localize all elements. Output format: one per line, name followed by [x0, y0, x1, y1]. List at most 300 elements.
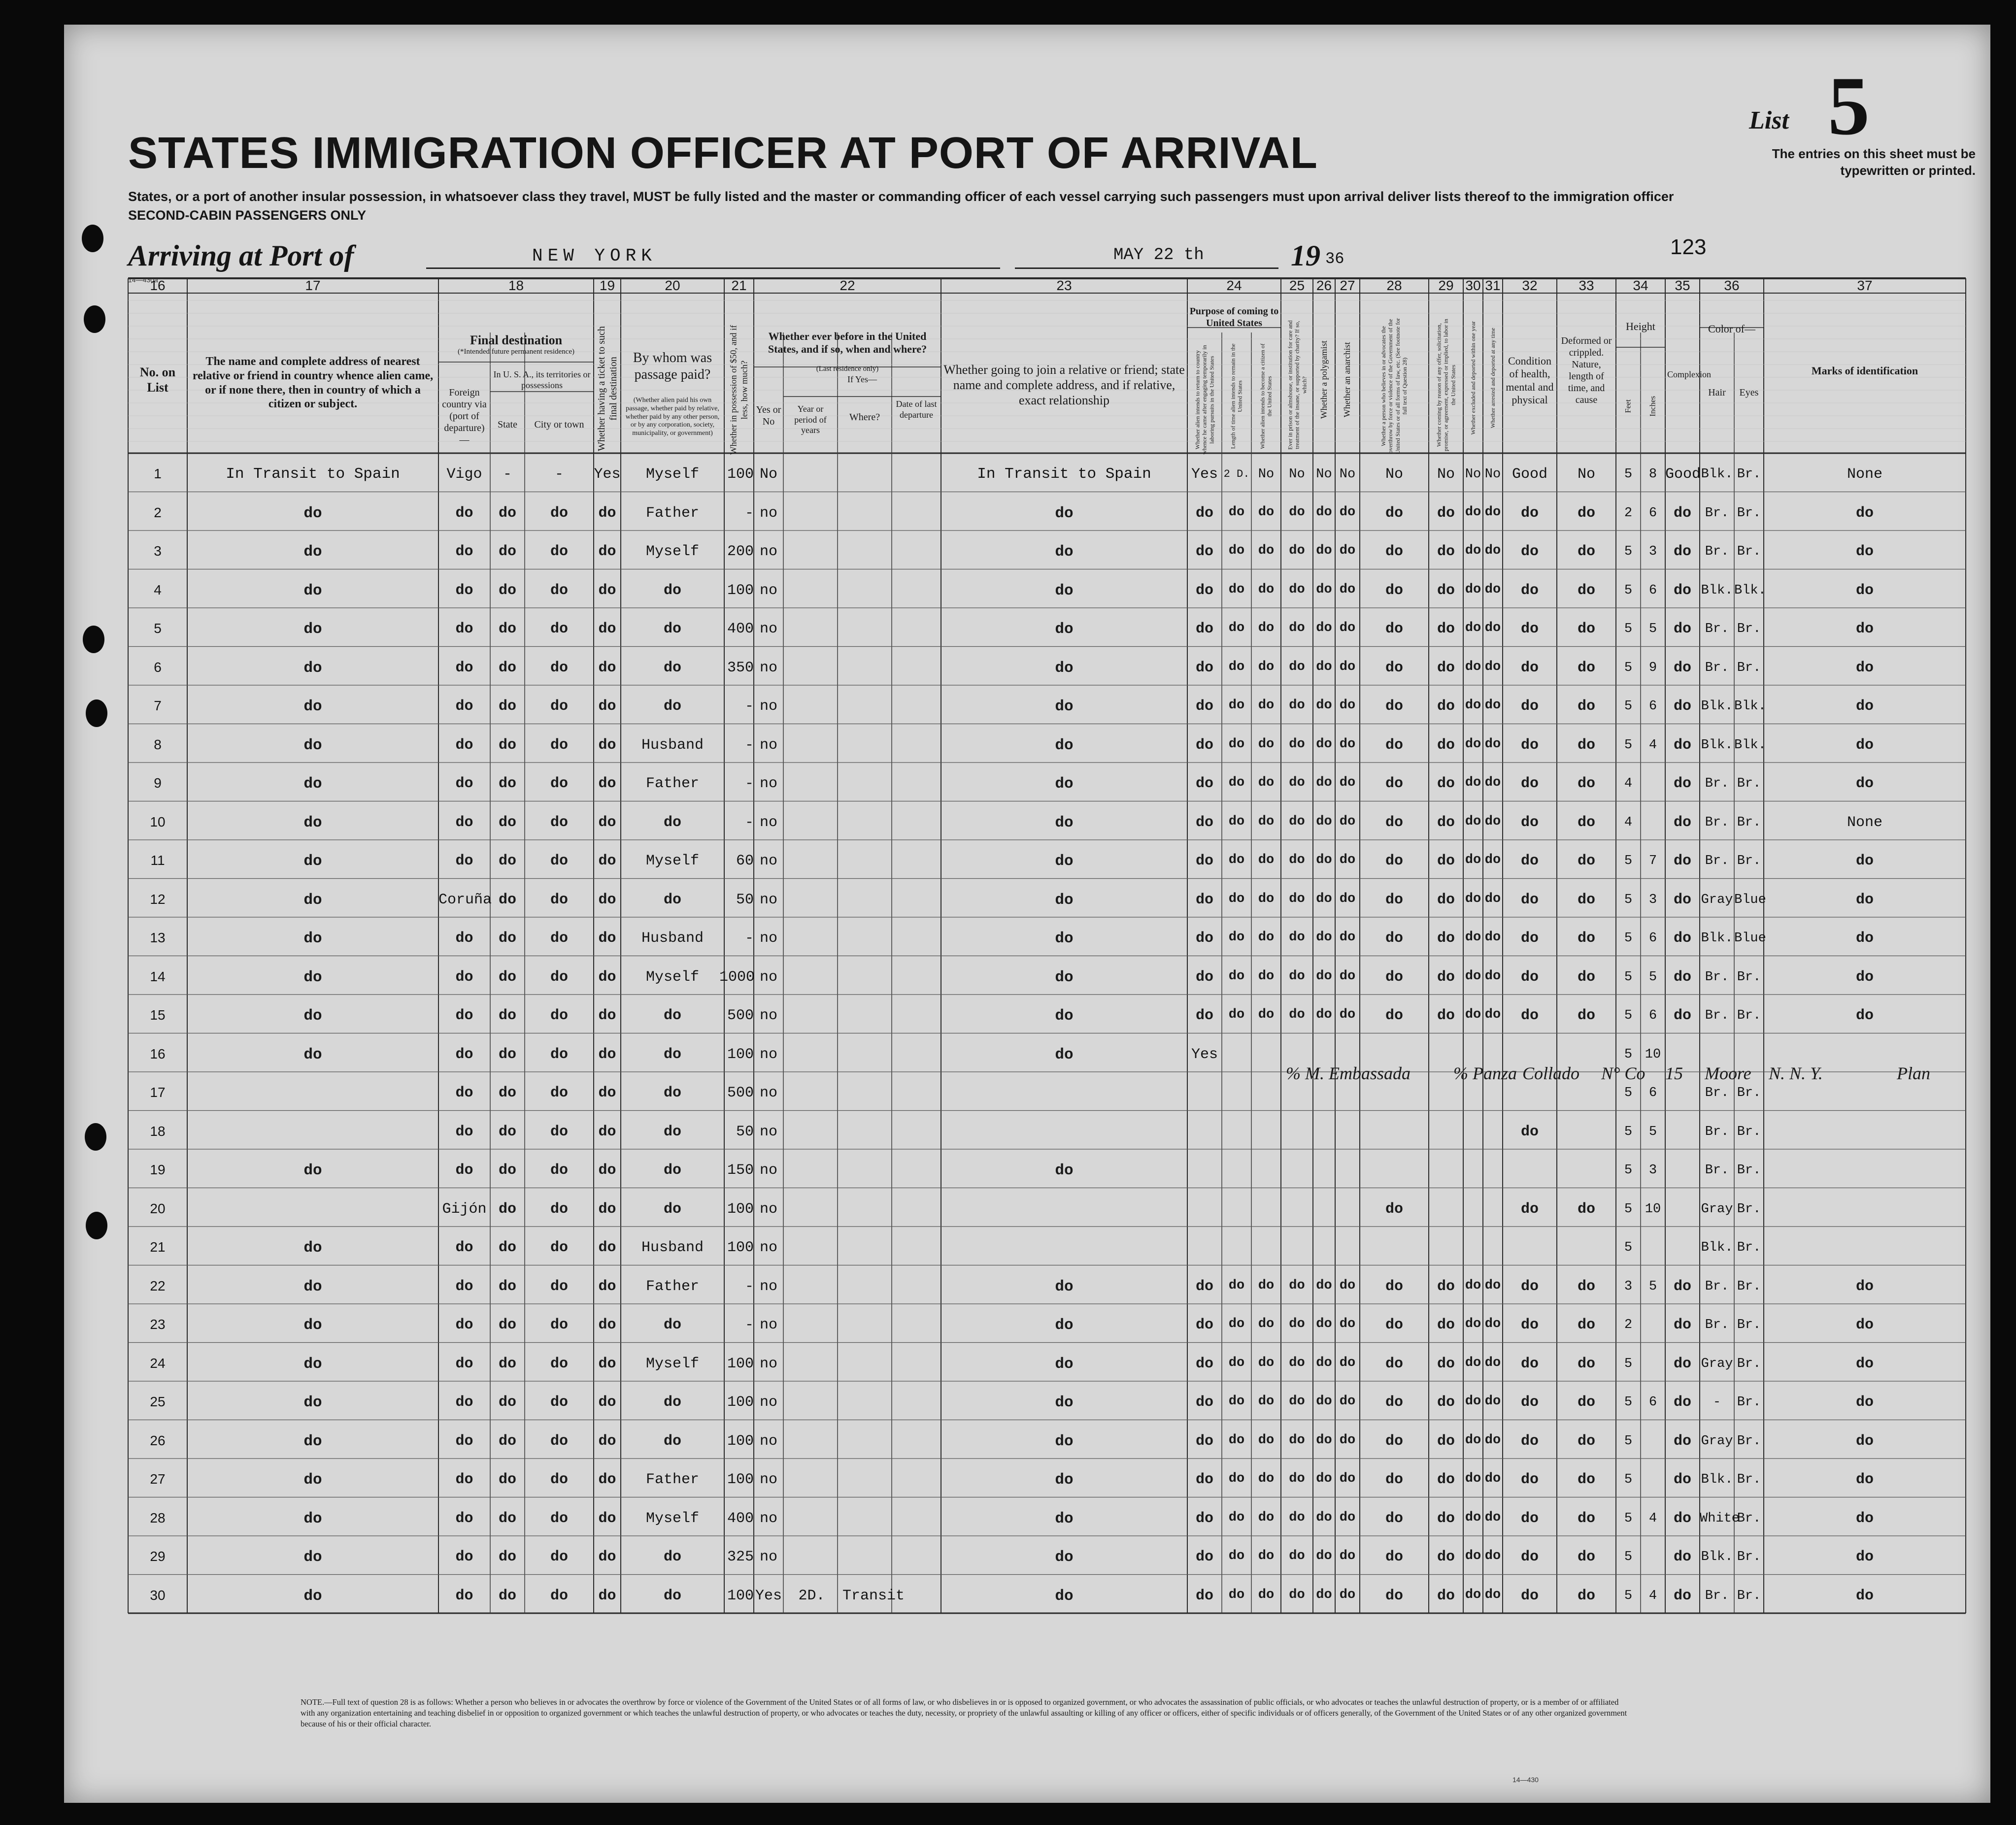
cell-ticket: do	[598, 814, 616, 831]
cell-paid: do	[663, 621, 681, 638]
cell-c26: do	[1316, 1394, 1332, 1409]
cell-c23: do	[1055, 504, 1074, 522]
cell-state: do	[498, 891, 516, 908]
cell-feet: 5	[1624, 1124, 1633, 1139]
cell-money: 400	[727, 1510, 754, 1527]
cell-paid: Husband	[641, 930, 704, 947]
cell-paid: do	[663, 814, 681, 831]
handwritten-note: N° Co	[1601, 1063, 1646, 1083]
column-header: Whether having a ticket to such final destination	[596, 326, 619, 451]
cell-c37: do	[1855, 775, 1874, 793]
cell-state: do	[498, 1162, 516, 1179]
cell-c28: do	[1385, 543, 1403, 561]
cell-c17: do	[303, 891, 322, 909]
cell-c25: do	[1289, 775, 1305, 791]
cell-state: do	[498, 1200, 516, 1218]
cell-ticket: do	[598, 1007, 616, 1025]
cell-c31: do	[1484, 659, 1501, 674]
cell-before: no	[759, 582, 777, 599]
cell-city: do	[550, 1123, 568, 1140]
cell-before: no	[759, 736, 777, 754]
cell-state: do	[498, 814, 516, 831]
arrival-code: 123	[1670, 235, 1707, 259]
cell-c32: do	[1520, 1432, 1539, 1450]
column-number: 24	[1226, 278, 1242, 293]
cell-paid: do	[663, 659, 681, 676]
cell-ticket: do	[598, 1123, 616, 1140]
cell-c30: do	[1465, 1278, 1481, 1293]
cell-c32: do	[1520, 968, 1539, 986]
cell-foreign: do	[455, 659, 473, 676]
cell-c33: do	[1577, 1432, 1595, 1450]
cell-c27: do	[1339, 582, 1356, 597]
cell-ticket: do	[598, 543, 616, 561]
cell-c31: do	[1484, 1587, 1501, 1602]
cell-c31: do	[1484, 814, 1501, 829]
list-label: List	[1749, 106, 1789, 134]
cell-eyes: Blk.	[1734, 583, 1766, 598]
cell-hair: Gray	[1701, 1201, 1733, 1217]
cell-c23: do	[1055, 621, 1074, 638]
cell-c17: do	[303, 659, 322, 677]
cell-c33: do	[1577, 930, 1595, 947]
cell-ticket: do	[598, 775, 616, 793]
cell-c31: do	[1484, 1007, 1501, 1023]
cell-money: 500	[727, 1007, 754, 1025]
cell-c29: do	[1437, 1549, 1455, 1566]
cell-c31: do	[1484, 968, 1501, 984]
cell-c35: do	[1673, 621, 1691, 638]
cell-ticket: do	[598, 1200, 616, 1218]
cell-state: do	[498, 659, 516, 676]
cell-c25: do	[1289, 659, 1305, 674]
cell-money: 100	[727, 1394, 754, 1411]
cell-c37: do	[1855, 930, 1874, 947]
cell-c23: do	[1055, 582, 1074, 599]
cell-c24c: do	[1258, 1587, 1275, 1602]
cell-c35: Good	[1665, 466, 1701, 483]
cell-city: do	[550, 698, 568, 715]
cell-state: do	[498, 698, 516, 715]
cell-no: 11	[150, 853, 165, 868]
cell-c29: do	[1437, 1471, 1455, 1489]
cell-c26: do	[1316, 1355, 1332, 1370]
cell-c17: do	[303, 698, 322, 716]
cell-c35: do	[1673, 775, 1691, 793]
cell-c26: do	[1316, 659, 1332, 674]
cell-c26: do	[1316, 814, 1332, 829]
cell-c27: do	[1339, 1278, 1356, 1293]
cell-feet: 5	[1624, 1395, 1633, 1410]
cell-c31: No	[1484, 467, 1501, 482]
cell-c24c: do	[1258, 1394, 1275, 1409]
cell-c23: do	[1055, 775, 1074, 793]
cell-before: no	[759, 1510, 777, 1527]
column-header: Whether coming by reason of any offer, solicitation, promise, or agreement, expressed or implied, to labor in the United States	[1435, 319, 1457, 452]
column-header: Whether ever before in the United States, and if so, when and where?	[768, 330, 927, 356]
cell-c24b: do	[1228, 504, 1245, 520]
cell-c24c: do	[1258, 736, 1275, 752]
list-note: The entries on this sheet must be typewritten or printed.	[1772, 146, 1976, 178]
cell-c24: do	[1195, 1587, 1213, 1604]
cell-c33: No	[1577, 466, 1595, 483]
cell-c33: do	[1577, 1317, 1595, 1334]
cell-c30: do	[1465, 698, 1481, 713]
cell-c17: do	[303, 543, 322, 561]
cell-c30: do	[1465, 1432, 1481, 1448]
cell-inches: 5	[1648, 622, 1657, 637]
cell-eyes: Br.	[1737, 1472, 1761, 1488]
cell-c31: do	[1484, 1510, 1501, 1525]
cell-c35: do	[1673, 1278, 1691, 1295]
cell-c23: do	[1055, 698, 1074, 716]
column-header: City or town	[534, 419, 584, 430]
cell-foreign: do	[455, 621, 473, 638]
column-number: 27	[1340, 278, 1355, 293]
cell-c17: do	[303, 1587, 322, 1605]
cell-before: no	[759, 698, 777, 715]
cell-c25: do	[1289, 1587, 1305, 1602]
cell-c31: do	[1484, 1317, 1501, 1332]
cell-foreign: do	[455, 1085, 473, 1102]
cell-ticket: do	[598, 582, 616, 599]
cell-c28: do	[1385, 1355, 1403, 1372]
cell-feet: 5	[1624, 1008, 1633, 1024]
cell-c24: do	[1195, 1394, 1213, 1411]
cell-c25: do	[1289, 930, 1305, 945]
cell-c32: do	[1520, 504, 1539, 522]
cell-c35: do	[1673, 543, 1691, 561]
cell-c37: do	[1855, 853, 1874, 870]
cell-c24: do	[1195, 1471, 1213, 1489]
cell-inches: 5	[1648, 1124, 1657, 1139]
cell-c33: do	[1577, 1510, 1595, 1527]
cell-eyes: Blk.	[1734, 699, 1766, 714]
cell-foreign: do	[455, 1394, 473, 1411]
cell-paid: do	[663, 1200, 681, 1218]
cell-state: -	[503, 466, 512, 483]
cell-c23: do	[1055, 814, 1074, 831]
cell-c24: do	[1195, 504, 1213, 522]
cell-c35: do	[1673, 814, 1691, 831]
cell-city: do	[550, 930, 568, 947]
cell-inches: 4	[1648, 1511, 1657, 1526]
cell-ticket: do	[598, 1355, 616, 1372]
cell-c28: do	[1385, 853, 1403, 870]
intro-line: States, or a port of another insular possession, in whatsoever class they travel, MUST be fully listed and the master or commanding officer of each vessel carrying such passengers must upon arrival deliver lists thereof to the immigration officer	[128, 189, 1674, 204]
cell-c27: do	[1339, 1394, 1356, 1409]
cell-c29: do	[1437, 1007, 1455, 1025]
cell-c29: do	[1437, 930, 1455, 947]
cell-c25: No	[1289, 467, 1305, 482]
cell-paid: Husband	[641, 1239, 704, 1257]
cell-c33: do	[1577, 1007, 1595, 1025]
cell-c26: do	[1316, 930, 1332, 945]
cell-money: -	[744, 736, 754, 754]
cell-c32: do	[1520, 930, 1539, 947]
cell-money: 325	[727, 1549, 754, 1566]
cell-money: 1000	[719, 968, 755, 986]
column-number: 25	[1289, 278, 1305, 293]
cell-eyes: Br.	[1737, 1588, 1761, 1603]
cell-c23: do	[1055, 1046, 1074, 1063]
column-number: 30	[1465, 278, 1481, 293]
cell-city: do	[550, 736, 568, 754]
cell-hair: Gray	[1701, 1433, 1733, 1449]
cell-c31: do	[1484, 1432, 1501, 1448]
cell-c25: do	[1289, 698, 1305, 713]
cell-c30: do	[1465, 775, 1481, 791]
cell-foreign: do	[455, 853, 473, 870]
cell-c28: do	[1385, 1200, 1403, 1218]
column-header: (Whether alien paid his own passage, whether paid by relative, whether paid by any other person, or by any corporation, society, municipality, or government)	[625, 397, 720, 437]
cell-c24c: do	[1258, 930, 1275, 945]
cell-paid: do	[663, 582, 681, 599]
cell-c28: do	[1385, 1394, 1403, 1411]
cell-eyes: Br.	[1737, 660, 1761, 675]
cell-city: do	[550, 968, 568, 986]
cell-c24c: do	[1258, 1355, 1275, 1370]
cell-no: 26	[150, 1432, 166, 1448]
cell-c24b: do	[1228, 1278, 1245, 1293]
cell-ticket: do	[598, 1432, 616, 1450]
cell-foreign: do	[455, 736, 473, 754]
cell-money: 100	[727, 466, 754, 483]
cell-c29: do	[1437, 1355, 1455, 1372]
cell-c17: do	[303, 1239, 322, 1257]
column-header: Date of last departure	[896, 399, 937, 420]
cell-eyes: Br.	[1737, 969, 1761, 985]
cell-c33: do	[1577, 1278, 1595, 1295]
cell-no: 14	[150, 968, 166, 984]
cell-state: do	[498, 1394, 516, 1411]
cell-hair: Br.	[1705, 815, 1729, 830]
cell-no: 13	[150, 930, 166, 946]
cell-c28: do	[1385, 814, 1403, 831]
cell-c32: do	[1520, 1200, 1539, 1218]
cell-before: no	[759, 1432, 777, 1450]
cell-c24c: do	[1258, 853, 1275, 868]
column-number: 32	[1522, 278, 1538, 293]
cell-c30: do	[1465, 853, 1481, 868]
cell-c29: do	[1437, 698, 1455, 715]
cell-c23: do	[1055, 659, 1074, 677]
cell-state: do	[498, 853, 516, 870]
cell-paid: Husband	[641, 736, 704, 754]
cell-c30: do	[1465, 659, 1481, 674]
cell-no: 2	[154, 504, 162, 520]
cell-money: 200	[727, 543, 754, 561]
cell-c35: do	[1673, 891, 1691, 908]
column-header: No. on List	[139, 365, 176, 395]
cell-c24c: do	[1258, 504, 1275, 520]
cell-c27: do	[1339, 1432, 1356, 1448]
cell-c24: do	[1195, 814, 1213, 831]
cell-city: do	[550, 1085, 568, 1102]
cell-ticket: do	[598, 930, 616, 947]
cell-before: no	[759, 1046, 777, 1063]
cell-money: 100	[727, 1200, 754, 1218]
cell-c23: do	[1055, 1162, 1074, 1180]
cell-c30: do	[1465, 543, 1481, 559]
list-number: 5	[1828, 60, 1870, 152]
cell-state: do	[498, 582, 516, 599]
column-number: 23	[1056, 278, 1072, 293]
cell-c33: do	[1577, 1549, 1595, 1566]
cell-c27: do	[1339, 1510, 1356, 1525]
cell-c28: do	[1385, 968, 1403, 986]
cell-c17: In Transit to Spain	[226, 465, 400, 483]
cell-before: No	[759, 466, 777, 483]
column-number: 18	[508, 278, 524, 293]
cell-c24b: do	[1228, 968, 1245, 984]
cell-paid: Myself	[645, 466, 700, 483]
cell-foreign: do	[455, 1278, 473, 1295]
cell-feet: 5	[1624, 1086, 1633, 1101]
cell-before: no	[759, 1278, 777, 1295]
cell-c28: do	[1385, 1007, 1403, 1025]
cell-c17: do	[303, 1278, 322, 1295]
cell-eyes: Blue	[1734, 931, 1766, 946]
cell-c25: do	[1289, 1007, 1305, 1023]
cell-c26: do	[1316, 1278, 1332, 1293]
cell-paid: Myself	[645, 968, 700, 986]
cell-before: no	[759, 968, 777, 986]
cell-feet: 5	[1624, 622, 1633, 637]
cell-ticket: do	[598, 1549, 616, 1566]
cell-hair: Blk.	[1701, 737, 1733, 753]
cell-c30: No	[1465, 467, 1481, 482]
cell-feet: 5	[1624, 1163, 1633, 1178]
cell-c28: do	[1385, 1587, 1403, 1604]
cell-city: do	[550, 1317, 568, 1334]
cell-money: -	[744, 698, 754, 715]
column-header: Whether alien intends to return to country whence he came after engaging temporarily in laboring pursuits in the United States	[1194, 345, 1215, 455]
cell-c32: do	[1520, 775, 1539, 793]
cell-c26: do	[1316, 1549, 1332, 1564]
cell-state: do	[498, 1317, 516, 1334]
cell-money: -	[744, 1317, 754, 1334]
cell-before: no	[759, 814, 777, 831]
cell-c24c: do	[1258, 1317, 1275, 1332]
cell-c25: do	[1289, 1317, 1305, 1332]
cell-state: do	[498, 543, 516, 561]
cell-hair: Blk.	[1701, 1472, 1733, 1488]
cell-hair: Br.	[1705, 969, 1729, 985]
cell-feet: 5	[1624, 1240, 1633, 1256]
cell-c25: do	[1289, 621, 1305, 636]
cell-paid: Myself	[645, 543, 700, 561]
cell-c30: do	[1465, 1007, 1481, 1023]
cell-feet: 5	[1624, 931, 1633, 946]
cell-c24: Yes	[1191, 1046, 1218, 1063]
cell-c24c: do	[1258, 1007, 1275, 1023]
cell-c31: do	[1484, 582, 1501, 597]
cell-c24: do	[1195, 1510, 1213, 1527]
column-header: Feet	[1624, 399, 1633, 413]
cell-c17: do	[303, 1007, 322, 1025]
cell-city: do	[550, 814, 568, 831]
cell-c33: do	[1577, 775, 1595, 793]
handwritten-note: Plan	[1897, 1063, 1930, 1083]
cell-before: no	[759, 504, 777, 522]
cell-c30: do	[1465, 1355, 1481, 1370]
cell-hair: -	[1713, 1395, 1721, 1410]
cell-feet: 5	[1624, 1472, 1633, 1488]
cell-no: 22	[150, 1278, 166, 1294]
cell-before: no	[759, 1239, 777, 1257]
cell-foreign: do	[455, 582, 473, 599]
cell-eyes: Br.	[1737, 1356, 1761, 1371]
form-code-bottom: 14—430	[1512, 1776, 1539, 1784]
cell-c17: do	[303, 1355, 322, 1373]
cell-ticket: do	[598, 1587, 616, 1604]
cell-hair: White	[1700, 1511, 1740, 1526]
cell-c33: do	[1577, 968, 1595, 986]
cell-c31: do	[1484, 1471, 1501, 1487]
cell-c24b: do	[1228, 814, 1245, 829]
cell-inches: 5	[1648, 969, 1657, 985]
cell-c25: do	[1289, 968, 1305, 984]
cell-c24: do	[1195, 543, 1213, 561]
page-title: STATES IMMIGRATION OFFICER AT PORT OF ARRIVAL	[128, 129, 1318, 178]
cell-foreign: Gijón	[442, 1200, 487, 1218]
cell-c26: do	[1316, 1471, 1332, 1487]
column-header: Whether arrested and deported at any time	[1489, 328, 1496, 429]
cell-c28: do	[1385, 1510, 1403, 1527]
cell-hair: Br.	[1705, 776, 1729, 792]
cell-c23: do	[1055, 853, 1074, 870]
handwritten-note: N. N. Y.	[1769, 1063, 1823, 1083]
cell-feet: 5	[1624, 699, 1633, 714]
cell-city: do	[550, 1394, 568, 1411]
cell-foreign: do	[455, 1587, 473, 1604]
cell-c25: do	[1289, 582, 1305, 597]
cell-c24b: do	[1228, 1007, 1245, 1023]
cell-state: do	[498, 1587, 516, 1604]
cell-c33: do	[1577, 543, 1595, 561]
form-code: 14—430a	[128, 276, 158, 284]
cell-c30: do	[1465, 1549, 1481, 1564]
cell-c27: do	[1339, 930, 1356, 945]
cell-money: 350	[727, 659, 754, 676]
cell-c27: do	[1339, 1007, 1356, 1023]
cell-foreign: do	[455, 1162, 473, 1179]
cell-c30: do	[1465, 930, 1481, 945]
cell-c17: do	[303, 1394, 322, 1412]
cell-ticket: do	[598, 504, 616, 522]
column-header: Purpose of coming to United States	[1189, 306, 1279, 329]
cell-c29: do	[1437, 1510, 1455, 1527]
cell-hair: Br.	[1705, 660, 1729, 675]
cell-c23: do	[1055, 1317, 1074, 1334]
cell-foreign: do	[455, 504, 473, 522]
cell-no: 18	[150, 1123, 166, 1139]
cell-c24: do	[1195, 968, 1213, 986]
column-header: Height	[1626, 320, 1655, 332]
cell-c23: do	[1055, 891, 1074, 909]
cell-c25: do	[1289, 1510, 1305, 1525]
cell-ticket: do	[598, 659, 616, 676]
cell-no: 25	[150, 1394, 166, 1410]
column-header: Marks of identification	[1811, 365, 1918, 377]
cell-c30: do	[1465, 814, 1481, 829]
column-header: Inches	[1648, 396, 1657, 417]
cell-c32: do	[1520, 582, 1539, 599]
cell-c25: do	[1289, 891, 1305, 906]
cell-no: 30	[150, 1587, 166, 1603]
cell-c23: do	[1055, 543, 1074, 561]
